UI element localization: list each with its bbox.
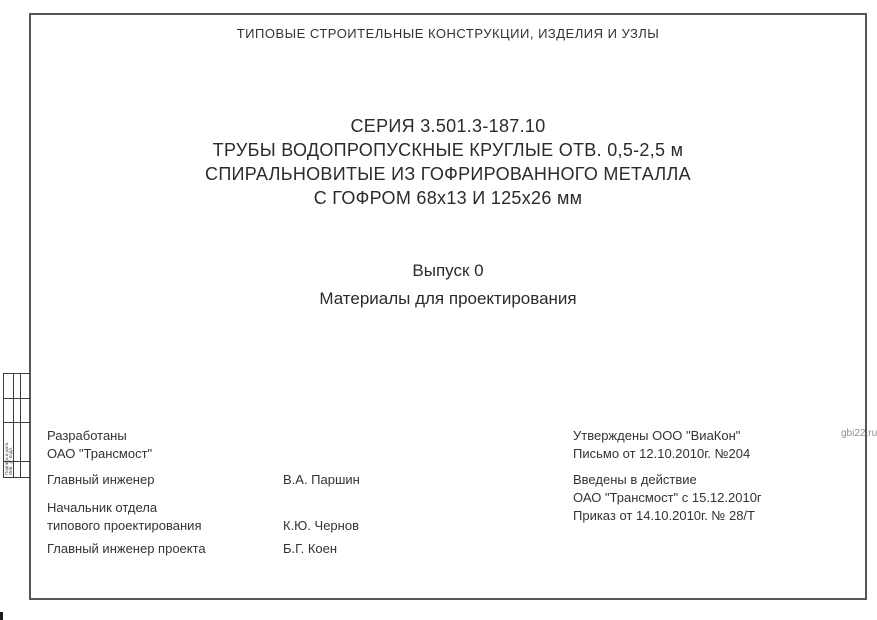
stamp-hline — [3, 477, 30, 478]
approved-line-2: Письмо от 12.10.2010г. №204 — [573, 446, 751, 461]
stamp-label-inventory-number: Инв. № подл. — [8, 446, 13, 475]
signature-role-dept-head-line-2: типового проектирования — [47, 518, 202, 533]
stamp-hline — [3, 373, 30, 374]
series-title: СЕРИЯ 3.501.3-187.10 — [350, 116, 546, 136]
title-line-3: С ГОФРОМ 68х13 И 125х26 мм — [313, 188, 583, 208]
signature-role-chief-engineer: Главный инженер — [47, 472, 155, 487]
gost-stamp-table — [0, 373, 30, 478]
stamp-vline — [13, 373, 14, 478]
title-line-2: СПИРАЛЬНОВИТЫЕ ИЗ ГОФРИРОВАННОГО МЕТАЛЛА — [205, 164, 691, 184]
signature-name-parshin: В.А. Паршин — [283, 472, 360, 487]
issue-label: Выпуск 0 — [412, 261, 484, 280]
signature-role-chief-project-engineer: Главный инженер проекта — [47, 541, 206, 556]
developed-by-line-1: Разработаны — [47, 428, 127, 443]
signature-role-dept-head-line-1: Начальник отдела — [47, 500, 158, 515]
effective-line-3: Приказ от 14.10.2010г. № 28/Т — [573, 508, 755, 523]
stamp-hline — [3, 422, 30, 423]
approved-line-1: Утверждены ООО "ВиаКон" — [573, 428, 741, 443]
stamp-label-signature-date: Подпись и дата — [4, 442, 9, 475]
title-line-1: ТРУБЫ ВОДОПРОПУСКНЫЕ КРУГЛЫЕ ОТВ. 0,5-2,5 м — [212, 140, 684, 160]
subtitle-label: Материалы для проектирования — [319, 289, 577, 308]
developed-by-line-2: ОАО "Трансмост" — [47, 446, 153, 461]
stamp-vline — [20, 373, 21, 478]
scan-artifact-mark — [0, 612, 3, 620]
signature-name-koen: Б.Г. Коен — [283, 541, 338, 556]
effective-line-1: Введены в действие — [573, 472, 697, 487]
document-header: ТИПОВЫЕ СТРОИТЕЛЬНЫЕ КОНСТРУКЦИИ, ИЗДЕЛИЯ И УЗЛЫ — [236, 26, 660, 41]
stamp-hline — [3, 398, 30, 399]
effective-line-2: ОАО "Трансмост" с 15.12.2010г — [573, 490, 762, 505]
site-watermark: gbi22.ru — [841, 428, 877, 439]
signature-name-chernov: К.Ю. Чернов — [283, 518, 359, 533]
